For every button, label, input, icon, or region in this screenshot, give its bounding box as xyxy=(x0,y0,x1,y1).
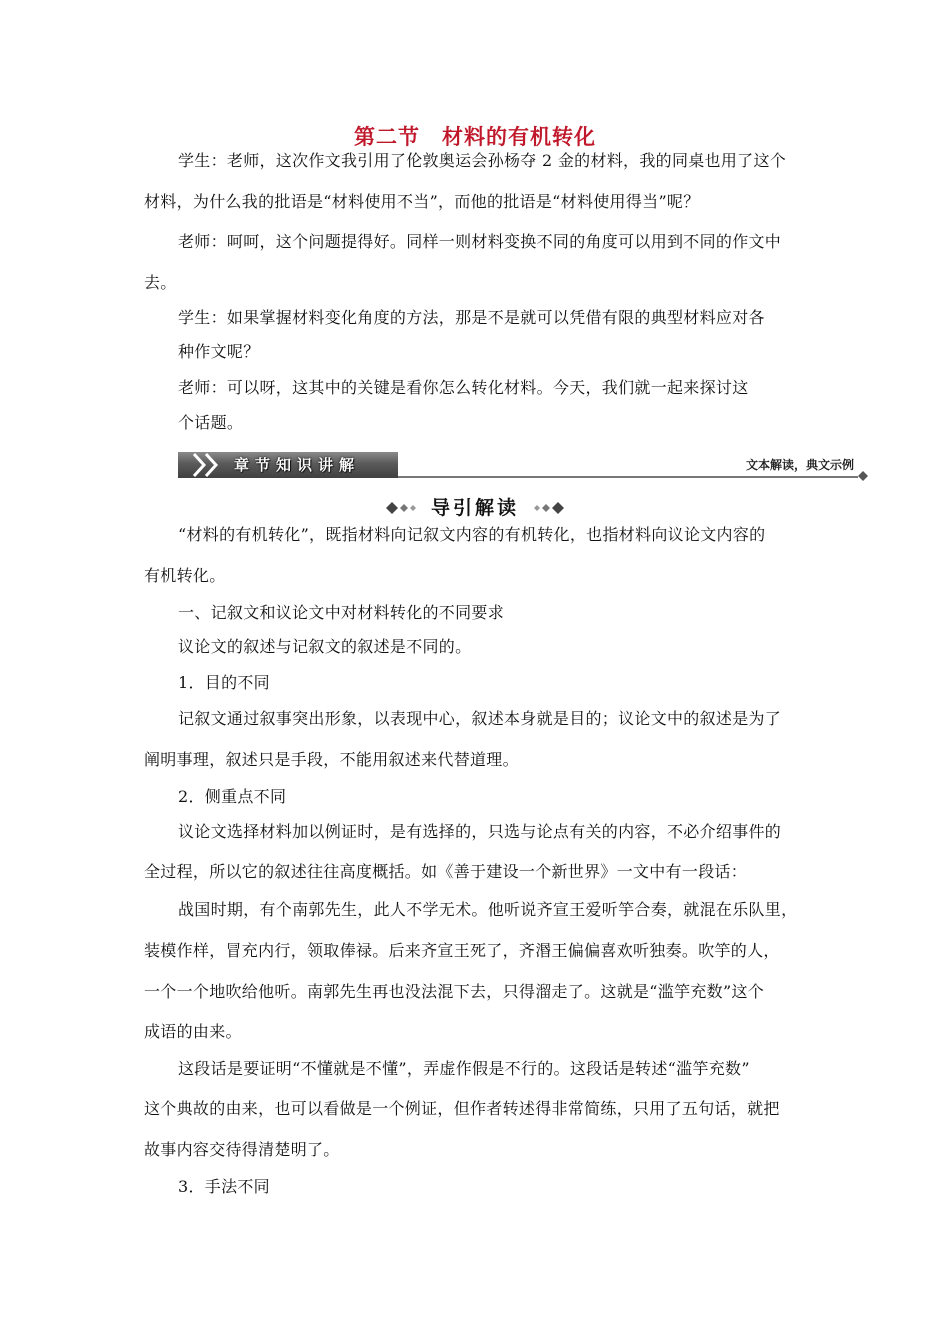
dialogue-line: 个话题。 xyxy=(178,413,244,432)
section-number: 第二节 xyxy=(354,125,420,149)
section-heading xyxy=(0,496,950,522)
body-line: 全过程，所以它的叙述往往高度概括。如《善于建设一个新世界》一文中有一段话： xyxy=(144,862,748,881)
body-line: 议论文选择材料加以例证时，是有选择的，只选与论点有关的内容，不必介绍事件的 xyxy=(178,822,782,841)
banner-label: 章节知识讲解 xyxy=(234,456,361,474)
dialogue-line: 学生：如果掌握材料变化角度的方法，那是不是就可以凭借有限的典型材料应对各 xyxy=(178,308,765,327)
dialogue-line: 老师：呵呵，这个问题提得好。同样一则材料变换不同的角度可以用到不同的作文中 xyxy=(178,232,782,251)
body-line: 2．侧重点不同 xyxy=(178,787,287,806)
section-topic: 材料的有机转化 xyxy=(442,125,596,149)
chapter-banner xyxy=(178,452,868,482)
section-heading-label: 导引解读 xyxy=(430,497,519,519)
dialogue-line: 老师：可以呀，这其中的关键是看你怎么转化材料。今天，我们就一起来探讨这 xyxy=(178,378,749,397)
body-line: 这个典故的由来，也可以看做是一个例证，但作者转述得非常简练，只用了五句话，就把 xyxy=(144,1099,780,1118)
body-line: 装模作样，冒充内行，领取俸禄。后来齐宣王死了，齐湣王偏偏喜欢听独奏。吹竽的人， xyxy=(144,941,780,960)
body-line: 有机转化。 xyxy=(144,566,226,585)
body-line: 一个一个地吹给他听。南郭先生再也没法混下去，只得溜走了。这就是“滥竽充数”这个 xyxy=(144,982,765,1001)
dialogue-line: 去。 xyxy=(144,273,177,292)
dialogue-line: 材料，为什么我的批语是“材料使用不当”，而他的批语是“材料使用得当”呢？ xyxy=(144,192,700,211)
body-line: 3．手法不同 xyxy=(178,1177,270,1196)
banner-subtitle: 文本解读，典文示例 xyxy=(745,458,854,472)
body-line: 战国时期，有个南郭先生，此人不学无术。他听说齐宣王爱听竽合奏，就混在乐队里， xyxy=(178,900,798,919)
body-line: 成语的由来。 xyxy=(144,1022,242,1041)
body-line: 一、记叙文和议论文中对材料转化的不同要求 xyxy=(178,603,505,622)
double-chevron-icon xyxy=(188,452,228,478)
dialogue-line: 学生：老师，这次作文我引用了伦敦奥运会孙杨夺 2 金的材料，我的同桌也用了这个 xyxy=(178,151,787,170)
body-line: 故事内容交待得清楚明了。 xyxy=(144,1140,340,1159)
diamond-icon xyxy=(858,471,868,481)
banner-rule xyxy=(398,476,858,478)
diamond-ornament-icon xyxy=(386,502,418,514)
body-line: 记叙文通过叙事突出形象，以表现中心，叙述本身就是目的；议论文中的叙述是为了 xyxy=(178,709,782,728)
diamond-ornament-icon xyxy=(532,502,564,514)
body-line: “材料的有机转化”，既指材料向记叙文内容的有机转化，也指材料向议论文内容的 xyxy=(178,525,766,544)
body-line: 这段话是要证明“不懂就是不懂”，弄虚作假是不行的。这段话是转述“滥竽充数” xyxy=(178,1059,750,1078)
body-line: 1．目的不同 xyxy=(178,673,270,692)
page-title xyxy=(0,124,950,150)
body-line: 议论文的叙述与记叙文的叙述是不同的。 xyxy=(178,637,472,656)
dialogue-line: 种作文呢？ xyxy=(178,342,260,361)
body-line: 阐明事理，叙述只是手段，不能用叙述来代替道理。 xyxy=(144,750,519,769)
